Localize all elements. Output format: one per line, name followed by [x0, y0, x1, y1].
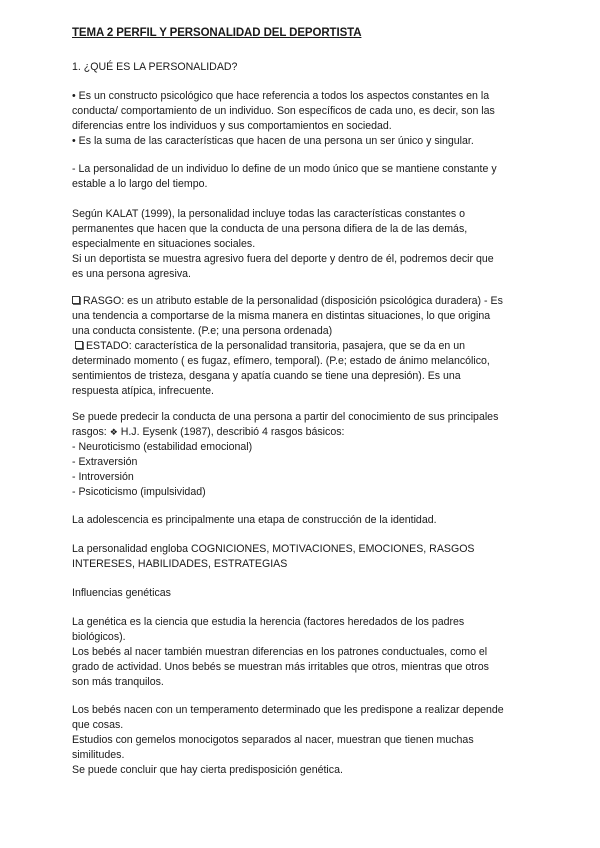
paragraph-definition: • Es un constructo psicológico que hace referencia a todos los aspectos constantes en la conducta/ comportamiento de un individuo. Son específicos de cada uno, es decir, son las diferencias entre los individuos y sus comportamientos en sociedad. • Es la suma de las características que hacen de una persona un ser único y singular.: [72, 90, 495, 147]
list-item: - Introversión: [72, 471, 134, 483]
list-item: - Neuroticismo (estabilidad emocional): [72, 441, 253, 453]
diamond-bullet-icon: ❖: [109, 427, 118, 437]
document-title: TEMA 2 PERFIL Y PERSONALIDAD DEL DEPORTISTA: [72, 27, 362, 39]
paragraph-engloba: La personalidad engloba COGNICIONES, MOTIVACIONES, EMOCIONES, RASGOS INTERESES, HABILIDADES, ESTRATEGIAS: [72, 543, 475, 570]
paragraph-temperamento: Los bebés nacen con un temperamento determinado que les predispone a realizar depende que cosas. Estudios con gemelos monocigotos separados al nacer, muestran que tienen muchas similitudes. Se puede concluir que hay cierta predisposición genética.: [72, 704, 504, 776]
paragraph-adolescencia: La adolescencia es principalmente una etapa de construcción de la identidad.: [72, 514, 437, 526]
rasgo-line: RASGO: es un atributo estable de la personalidad (disposición psicológica duradera) - Es: [72, 294, 530, 309]
section-heading: 1. ¿QUÉ ES LA PERSONALIDAD?: [72, 61, 238, 73]
paragraph-eysenk: Se puede predecir la conducta de una persona a partir del conocimiento de sus principales rasgos: ❖ H.J. Eysenk (1987), describió 4 rasgos básicos: - Neuroticismo (estabilidad emocional) - Extraversión - Introversión - Psicoticismo (impulsividad): [72, 410, 530, 500]
list-item: - Psicoticismo (impulsividad): [72, 486, 206, 498]
estado-line: ESTADO: característica de la personalidad transitoria, pasajera, que se da en un: [72, 339, 530, 354]
paragraph-genetica: La genética es la ciencia que estudia la herencia (factores heredados de los padres biológicos). Los bebés al nacer también muestran diferencias en los patrones conductuales, como el grado de actividad. Unos bebés se muestran más irritables que otros, mientras que otros son más tranquilos.: [72, 616, 489, 688]
subheading-genetica: Influencias genéticas: [72, 587, 171, 599]
checkbox-square-icon: [72, 296, 80, 304]
paragraph-rasgo-estado: RASGO: es un atributo estable de la personalidad (disposición psicológica duradera) - Es una tendencia a comportarse de la misma manera en distintas situaciones, lo que origina una conducta consistente. (P.e; una persona ordenada) ESTADO: característica de la personalidad transitoria, pasajera, que se da en un determinado momento ( es fugaz, efímero, temporal). (P.e; estado de ánimo melancólico, sentimientos de tristeza, desgana y apatía cuando se tiene una depresión). Es una respuesta atípica, infrecuente.: [72, 294, 530, 399]
checkbox-square-icon: [75, 341, 83, 349]
paragraph-kalat: Según KALAT (1999), la personalidad incluye todas las características constantes o permanentes que hacen que la conducta de una persona difiera de la de las demás, especialmente en situaciones sociales. Si un deportista se muestra agresivo fuera del deporte y dentro de él, podremos decir que es una persona agresiva.: [72, 208, 494, 280]
list-item: - Extraversión: [72, 456, 138, 468]
paragraph-individual: - La personalidad de un individuo lo define de un modo único que se mantiene constante y estable a lo largo del tiempo.: [72, 163, 497, 190]
